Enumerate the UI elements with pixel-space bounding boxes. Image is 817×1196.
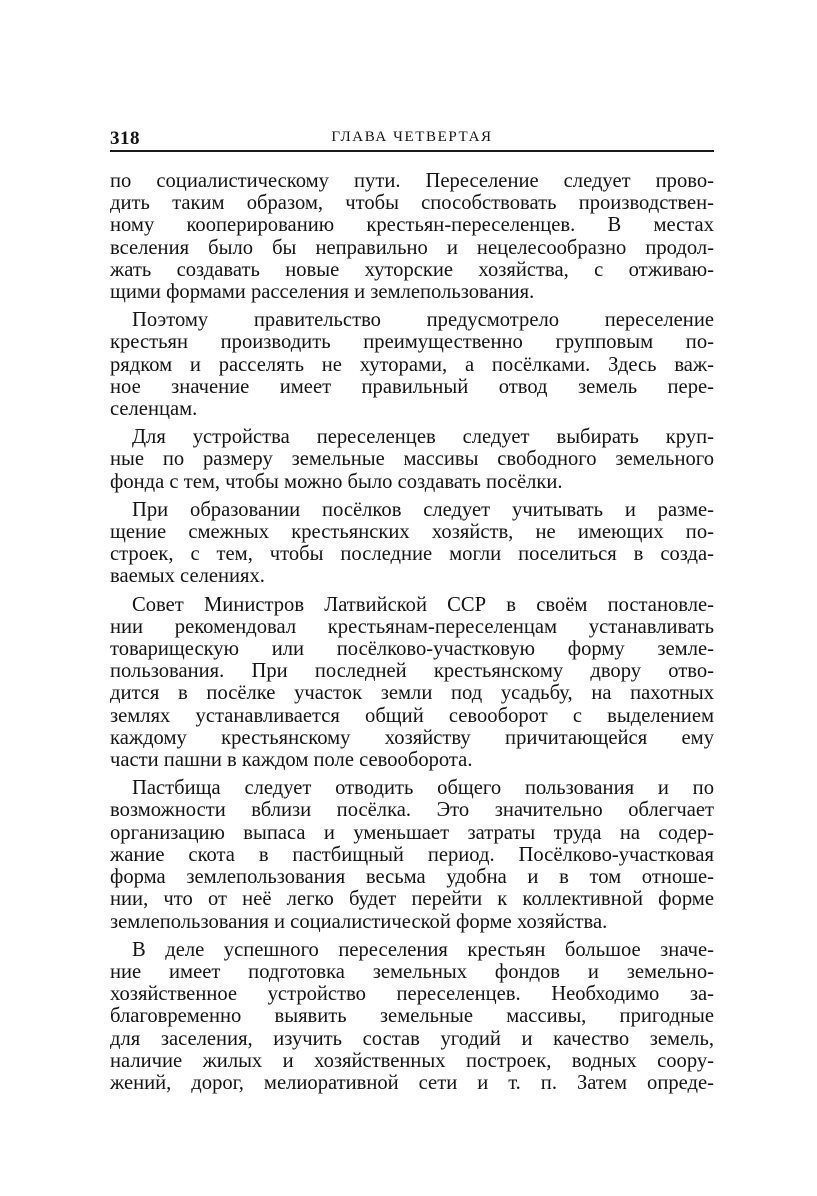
body-text bbox=[110, 170, 714, 1100]
text-line: части пашни в каждом поле севооборота. bbox=[110, 749, 473, 772]
text-line: по социалистическому пути. Переселение следует прово- bbox=[110, 170, 714, 192]
text-line: пользования. При последней крестьянскому двору отво- bbox=[110, 660, 714, 683]
text-line: дится в посёлке участок земли под усадьбу, на пахотных bbox=[110, 682, 714, 705]
paragraph bbox=[110, 594, 714, 772]
paragraph bbox=[110, 777, 714, 932]
text-line: жений, дорог, мелиоративной сети и т. п. Затем опреде- bbox=[110, 1071, 714, 1094]
text-line: рядком и расселять не хуторами, а посёлками. Здесь важ- bbox=[110, 353, 714, 376]
page-number: 318 bbox=[110, 128, 140, 149]
text-line: Совет Министров Латвийской ССР в своём постановле- bbox=[132, 593, 714, 616]
paragraph bbox=[110, 309, 714, 420]
page-header bbox=[110, 126, 714, 152]
text-line: фонда с тем, чтобы можно было создавать посёлки. bbox=[110, 470, 563, 493]
text-line: дить таким образом, чтобы способствовать производствен- bbox=[110, 192, 714, 215]
text-line: В деле успешного переселения крестьян большое значе- bbox=[132, 938, 714, 961]
text-line: вселения было бы неправильно и нецелесообразно продол- bbox=[110, 236, 714, 259]
text-line: наличие жилых и хозяйственных построек, водных соору- bbox=[110, 1049, 714, 1072]
text-line: ному кооперированию крестьян-переселенцев. В местах bbox=[110, 214, 714, 237]
text-line: Пастбища следует отводить общего пользования и по bbox=[132, 777, 714, 800]
text-line: каждому крестьянскому хозяйству причитающейся ему bbox=[110, 726, 714, 749]
text-line: щими формами расселения и землепользования. bbox=[110, 281, 535, 304]
text-line: землепользования и социалистической форме хозяйства. bbox=[110, 910, 608, 933]
paragraph bbox=[110, 939, 714, 1094]
text-line: строек, с тем, чтобы последние могли поселиться в созда- bbox=[110, 543, 714, 566]
running-title: ГЛАВА ЧЕТВЕРТАЯ bbox=[331, 129, 493, 145]
text-line: Для устройства переселенцев следует выбирать круп- bbox=[132, 426, 714, 449]
text-line: организацию выпаса и уменьшает затраты труда на содер- bbox=[110, 821, 714, 844]
text-line: товарищескую или посёлково-участковую форму земле- bbox=[110, 638, 714, 661]
text-line: При образовании посёлков следует учитывать и разме- bbox=[132, 498, 714, 521]
text-line: форма землепользования весьма удобна и в том отноше- bbox=[110, 866, 714, 889]
text-line: Поэтому правительство предусмотрело переселение bbox=[132, 309, 714, 332]
text-line: хозяйственное устройство переселенцев. Необходимо за- bbox=[110, 983, 714, 1006]
text-line: щение смежных крестьянских хозяйств, не имеющих по- bbox=[110, 521, 714, 544]
text-line: нии, что от неё легко будет перейти к коллективной форме bbox=[110, 888, 714, 911]
text-line: нии рекомендовал крестьянам-переселенцам устанавливать bbox=[110, 615, 714, 638]
text-line: возможности вблизи посёлка. Это значительно облегчает bbox=[110, 799, 714, 822]
text-line: ваемых селениях. bbox=[110, 565, 265, 588]
text-line: ное значение имеет правильный отвод земель пере- bbox=[110, 375, 714, 398]
text-line: ные по размеру земельные массивы свободного земельного bbox=[110, 448, 714, 471]
text-line: жать создавать новые хуторские хозяйства, с отживаю- bbox=[110, 258, 714, 281]
text-line: благовременно выявить земельные массивы, пригодные bbox=[110, 1005, 714, 1028]
paragraph bbox=[110, 170, 714, 303]
text-line: ние имеет подготовка земельных фондов и земельно- bbox=[110, 960, 714, 983]
text-line: крестьян производить преимущественно групповым по- bbox=[110, 331, 714, 354]
text-line: землях устанавливается общий севооборот с выделением bbox=[110, 704, 714, 727]
text-line: для заселения, изучить состав угодий и качество земель, bbox=[110, 1027, 714, 1050]
paragraph bbox=[110, 426, 714, 493]
text-line: жание скота в пастбищный период. Посёлково-участковая bbox=[110, 843, 714, 866]
text-line: селенцам. bbox=[110, 398, 198, 421]
paragraph bbox=[110, 499, 714, 588]
